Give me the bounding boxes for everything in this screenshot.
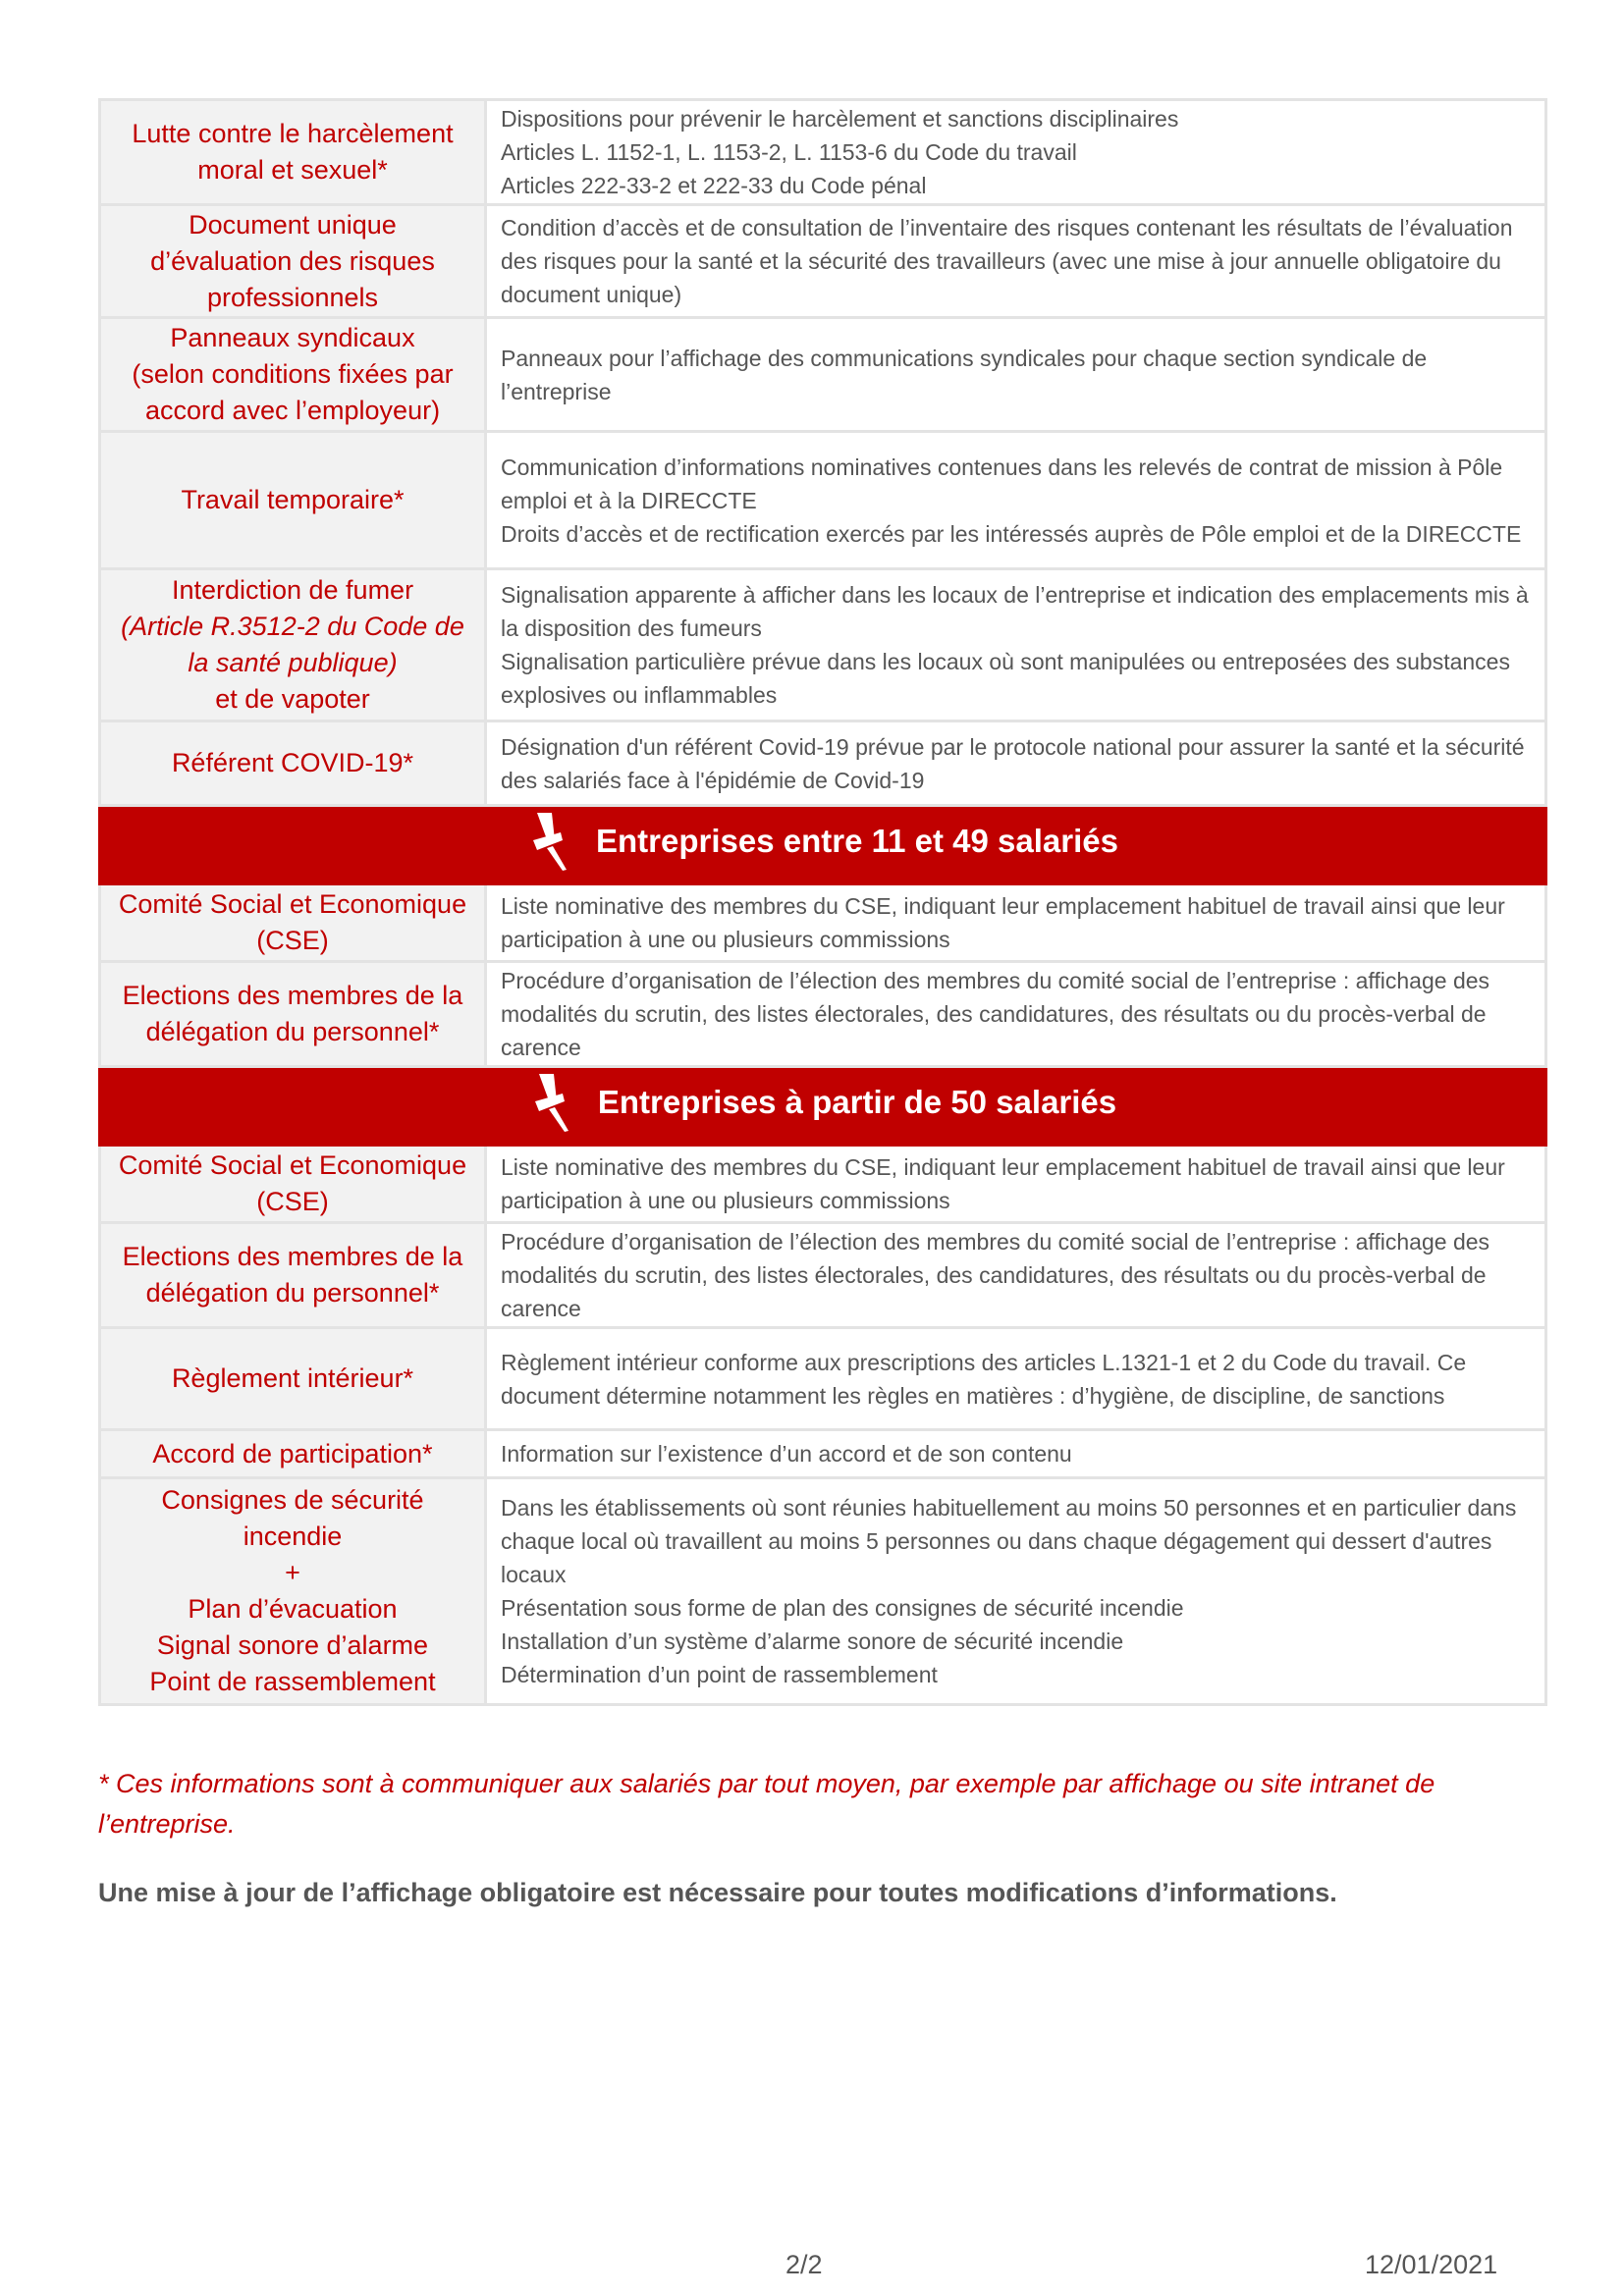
footnote: * Ces informations sont à communiquer aux salariés par tout moyen, par exemple par affichage ou site intranet de l’entreprise.: [98, 1769, 1435, 1839]
table-row: [100, 318, 1546, 432]
row-description: Liste nominative des membres du CSE, indiquant leur emplacement habituel de travail ainsi que leur participation à une ou plusieurs commissions: [486, 884, 1546, 962]
row-label: Règlement intérieur*: [171, 1363, 414, 1393]
table-row: [100, 432, 1546, 569]
row-label: Accord de participation*: [152, 1438, 433, 1468]
row-label: Elections des membres de la délégation du personnel*: [122, 1242, 463, 1308]
row-label: Document unique d’évaluation des risques professionnels: [150, 209, 435, 312]
section-header-cell: [100, 806, 1546, 884]
row-label-cell: [100, 1328, 486, 1430]
row-description: Désignation d'un référent Covid-19 prévue par le protocole national pour assurer la santé et la sécurité des salariés face à l'épidémie de Covid-19: [486, 721, 1546, 806]
row-description: Condition d’accès et de consultation de l’inventaire des risques contenant les résultats de l’évaluation des risques pour la santé et la sécurité des travailleurs (avec une mise à jour annuelle obligatoire du document unique): [486, 205, 1546, 318]
row-label: Lutte contre le harcèlement moral et sexuel*: [132, 119, 454, 185]
row-label-suffix: et de vapoter: [215, 684, 370, 714]
row-label: Elections des membres de la délégation du personnel*: [122, 981, 463, 1046]
row-label-cell: [100, 721, 486, 806]
row-description: Communication d’informations nominatives contenues dans les relevés de contrat de mission à Pôle emploi et à la DIRECCTE Droits d’accès et de rectification exercés par les intéressés auprès de Pôle emploi et de la DIRECCTE: [486, 432, 1546, 569]
table-row: [100, 962, 1546, 1067]
pin-icon: [527, 811, 572, 872]
table-row: [100, 1430, 1546, 1478]
table-row: [100, 100, 1546, 205]
row-description: Procédure d’organisation de l’élection des membres du comité social de l’entreprise : affichage des modalités du scrutin, des listes électorales, des candidatures, des résultats ou du procès-verbal de carence: [486, 962, 1546, 1067]
row-label-cell: [100, 432, 486, 569]
obligations-table: [98, 98, 1547, 1706]
row-label-cell: [100, 884, 486, 962]
row-label: Panneaux syndicaux (selon conditions fixées par accord avec l’employeur): [132, 323, 454, 425]
section-title: Entreprises entre 11 et 49 salariés: [596, 822, 1118, 859]
row-label-reference: (Article R.3512-2 du Code de la santé publique): [121, 612, 464, 677]
row-description: Information sur l’existence d’un accord et de son contenu: [486, 1430, 1546, 1478]
final-note: Une mise à jour de l’affichage obligatoire est nécessaire pour toutes modifications d’informations.: [98, 1878, 1337, 1907]
section-title: Entreprises à partir de 50 salariés: [597, 1083, 1117, 1120]
table-row: [100, 1223, 1546, 1328]
section-header: [100, 1067, 1546, 1146]
row-label: Référent COVID-19*: [171, 748, 414, 777]
row-label-cell: [100, 1430, 486, 1478]
row-label-cell: [100, 1478, 486, 1705]
row-label-cell: [100, 1223, 486, 1328]
page-number: 2/2: [785, 2250, 823, 2279]
row-description: Dans les établissements où sont réunies habituellement au moins 50 personnes et en particulier dans chaque local où travaillent au moins 5 personnes ou dans chaque dégagement qui dessert d'autres locaux Présentation sous forme de plan des consignes de sécurité incendie Installation d’un système d’alarme sonore de sécurité incendie Détermination d’un point de rassemblement: [486, 1478, 1546, 1705]
table-row: [100, 1146, 1546, 1223]
row-label: Interdiction de fumer: [171, 575, 414, 605]
row-description: Signalisation apparente à afficher dans les locaux de l’entreprise et indication des emplacements mis à la disposition des fumeurs Signalisation particulière prévue dans les locaux où sont manipulées ou entreposées des substances explosives ou inflammables: [486, 569, 1546, 721]
row-label-cell: [100, 1146, 486, 1223]
row-label: Consignes de sécurité incendie + Plan d’évacuation Signal sonore d’alarme Point de rassemblement: [149, 1485, 436, 1696]
table-row: [100, 1478, 1546, 1705]
row-label-cell: [100, 962, 486, 1067]
row-label: Comité Social et Economique (CSE): [118, 1150, 467, 1216]
row-description: Dispositions pour prévenir le harcèlement et sanctions disciplinaires Articles L. 1152-1, L. 1153-2, L. 1153-6 du Code du travail Articles 222-33-2 et 222-33 du Code pénal: [486, 100, 1546, 205]
row-description: Liste nominative des membres du CSE, indiquant leur emplacement habituel de travail ainsi que leur participation à une ou plusieurs commissions: [486, 1146, 1546, 1223]
pin-icon: [529, 1072, 574, 1133]
table-row: [100, 721, 1546, 806]
section-header-cell: [100, 1067, 1546, 1146]
row-label-cell: [100, 318, 486, 432]
table-row: [100, 569, 1546, 721]
row-label-cell: [100, 569, 486, 721]
row-label-cell: [100, 100, 486, 205]
row-label: Travail temporaire*: [181, 485, 405, 514]
row-label-cell: [100, 205, 486, 318]
table-row: [100, 1328, 1546, 1430]
row-description: Procédure d’organisation de l’élection des membres du comité social de l’entreprise : affichage des modalités du scrutin, des listes électorales, des candidatures, des résultats ou du procès-verbal de carence: [486, 1223, 1546, 1328]
row-description: Règlement intérieur conforme aux prescriptions des articles L.1321-1 et 2 du Code du travail. Ce document détermine notamment les règles en matières : d’hygiène, de discipline, de sanctions: [486, 1328, 1546, 1430]
section-header: [100, 806, 1546, 884]
table-row: [100, 884, 1546, 962]
table-row: [100, 205, 1546, 318]
row-label: Comité Social et Economique (CSE): [118, 889, 467, 955]
row-description: Panneaux pour l’affichage des communications syndicales pour chaque section syndicale de l’entreprise: [486, 318, 1546, 432]
footer-date: 12/01/2021: [1365, 2250, 1498, 2279]
